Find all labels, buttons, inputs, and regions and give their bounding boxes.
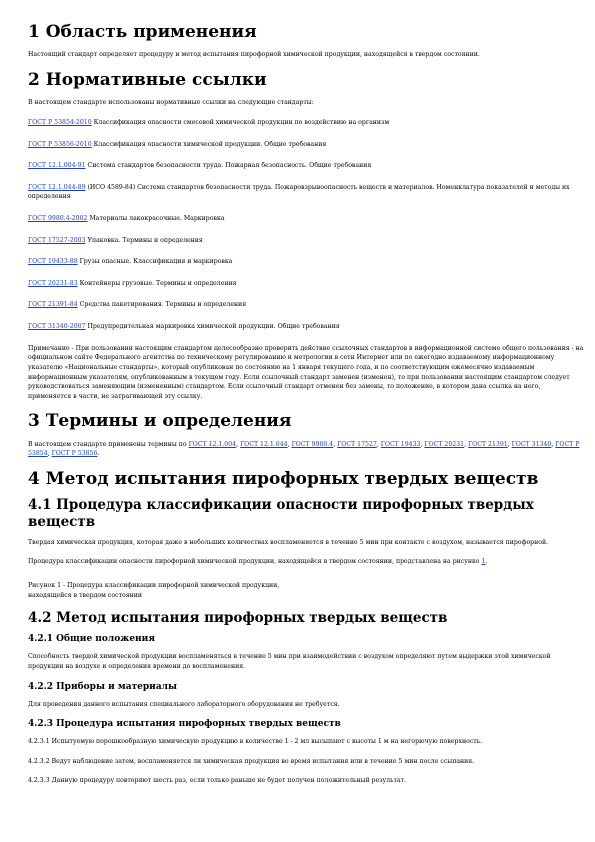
separator: , xyxy=(333,440,338,448)
separator: , xyxy=(507,440,512,448)
caption-line-1: Рисунок 1 - Процедура классификации пирофорной химической продукции, xyxy=(28,581,280,589)
figure-1-link[interactable]: 1 xyxy=(481,558,486,566)
reference-title: Материалы лакокрасочные. Маркировка xyxy=(87,215,225,223)
reference-title: Грузы опасные. Классификация и маркировка xyxy=(77,258,233,266)
section-1-title: 1 Область применения xyxy=(28,22,257,42)
section-4-2-3-title: 4.2.3 Процедура испытания пирофорных твердых веществ xyxy=(28,719,341,730)
separator: , xyxy=(287,440,292,448)
reference-link[interactable]: ГОСТ 9980.4-2002 xyxy=(28,215,88,223)
section-4-title: 4 Метод испытания пирофорных твердых веществ xyxy=(28,468,539,489)
reference-title: Система стандартов безопасности труда. Пожарная безопасность. Общие требования xyxy=(85,162,372,170)
separator: , xyxy=(464,440,469,448)
reference-link[interactable]: ГОСТ Р 53854-2010 xyxy=(28,119,92,126)
reference-item xyxy=(28,214,585,224)
reference-item xyxy=(28,279,585,289)
references-note: Примечание - При пользовании настоящим стандартом целесообразно проверить действие ссылочных стандартов в информационной системе общего пользования - на официальном сайте Федерального агентства по техническому регулированию и метрологии в сети Интернет или по ежегодно издаваемому информационному указателю «Национальные стандарты», который опубликован по состоянию на 1 января текущего года, и по соответствующим ежемесячно издаваемым информационным указателям, опубликованным в текущем году. Если ссылочный стандарт заменен (изменен), то при пользовании настоящим стандартом следует руководствоваться заменяющим (измененным) стандартом. Если ссылочный стандарт отменен без замены, то положение, в котором дана ссылка на него, применяется в части, не затрагивающей эту ссылку. xyxy=(28,344,584,400)
section-3-text xyxy=(28,440,585,459)
paragraph-4-2-3-1: 4.2.3.1 Испытуемую порошкообразную химическую продукцию в количестве 1 - 2 мл высыпают с высоты 1 м на негорючую поверхность. xyxy=(28,738,483,746)
term-standard-link[interactable]: ГОСТ 12.1.004 xyxy=(188,440,237,448)
reference-link[interactable]: ГОСТ 21391-84 xyxy=(28,301,78,309)
reference-item xyxy=(28,183,585,202)
reference-title: Классификация опасности смесевой химической продукции по воздействию на организм xyxy=(91,119,390,126)
reference-item xyxy=(28,236,585,246)
reference-title: Предупредительная маркировка химической продукции. Общие требования xyxy=(85,323,340,331)
separator: , xyxy=(376,440,381,448)
section-4-2-1-text: Способность твердой химической продукции воспламеняться в течение 5 мин при взаимодействии с воздухом определяют путем выдержки этой химической продукции на воздухе и определения времени до воспламенения. xyxy=(28,653,551,670)
separator: , xyxy=(420,440,425,448)
caption-line-2: находящейся в твердом состоянии xyxy=(28,591,142,599)
normative-references-list xyxy=(28,118,585,332)
reference-item xyxy=(28,300,585,310)
term-standard-link[interactable]: ГОСТ 9980.4 xyxy=(291,440,334,448)
reference-item xyxy=(28,118,585,128)
reference-title: Классификация опасности химической продукции. Общие требования xyxy=(91,140,327,148)
separator: . xyxy=(97,450,100,458)
separator: , xyxy=(236,440,241,448)
separator: , xyxy=(551,440,556,448)
section-1-text: Настоящий стандарт определяет процедуру и метод испытания пирофорной химической продукции, находящейся в твердом состоянии. xyxy=(28,51,480,59)
terms-intro: В настоящем стандарте применены термины по xyxy=(28,440,189,448)
reference-title: Контейнеры грузовые. Термины и определения xyxy=(77,279,237,287)
reference-link[interactable]: ГОСТ 12.1.004-91 xyxy=(28,162,86,170)
paragraph-4-2-3-2: 4.2.3.2 Ведут наблюдение затем, воспламеняется ли химическая продукция во время испытания или в течение 5 мин после ссыпания. xyxy=(28,757,475,765)
section-4-2-1-title: 4.2.1 Общие положения xyxy=(28,634,155,645)
reference-link[interactable]: ГОСТ Р 53856-2010 xyxy=(28,140,92,148)
reference-title: (ИСО 4589-84) Система стандартов безопасности труда. Пожаровзрывоопасность веществ и материалов. Номенклатура показателей и методы их определения xyxy=(28,183,570,201)
reference-link[interactable]: ГОСТ 17527-2003 xyxy=(28,236,86,244)
term-standard-link[interactable]: ГОСТ 19433 xyxy=(380,440,421,448)
term-standard-link[interactable]: ГОСТ 12.1.044 xyxy=(240,440,288,448)
reference-link[interactable]: ГОСТ 12.1.044-89 xyxy=(28,183,86,191)
reference-item xyxy=(28,322,585,332)
term-standard-link[interactable]: ГОСТ Р 53856 xyxy=(51,450,98,458)
reference-title: Средства пакетирования. Термины и определения xyxy=(77,301,247,309)
section-2-title: 2 Нормативные ссылки xyxy=(28,70,267,90)
section-4-1-para-2 xyxy=(28,557,585,567)
figure-1-caption xyxy=(28,581,585,600)
reference-item xyxy=(28,257,585,267)
term-standard-link[interactable]: ГОСТ 17527 xyxy=(337,440,377,448)
para-end: . xyxy=(485,558,488,566)
paragraph-4-2-3-3: 4.2.3.3 Данную процедуру повторяют шесть раз, если только раньше не будет получен положительный результат. xyxy=(28,777,406,785)
section-4-1-title: 4.1 Процедура классификации опасности пирофорных твердых веществ xyxy=(28,497,534,530)
term-standard-link[interactable]: ГОСТ 20231 xyxy=(424,440,465,448)
reference-link[interactable]: ГОСТ 31340-2007 xyxy=(28,323,86,331)
section-2-intro: В настоящем стандарте использованы нормативные ссылки на следующие стандарты: xyxy=(28,99,314,107)
section-4-1-para-1: Твердая химическая продукция, которая даже в небольших количествах воспламеняется в течение 5 мин при контакте с воздухом, называется пирофорной. xyxy=(28,538,549,546)
reference-item xyxy=(28,140,585,150)
section-3-title: 3 Термины и определения xyxy=(28,411,292,432)
reference-title: Упаковка. Термины и определения xyxy=(85,236,203,244)
section-4-2-2-text: Для проведения данного испытания специального лабораторного оборудования не требуется. xyxy=(28,700,340,708)
para-text: Процедура классификации опасности пирофорной химической продукции, находящейся в твердом состоянии, представлена на рисунке xyxy=(28,558,482,566)
term-standard-link[interactable]: ГОСТ 31340 xyxy=(511,440,552,448)
section-4-2-2-title: 4.2.2 Приборы и материалы xyxy=(28,681,178,692)
reference-link[interactable]: ГОСТ 19433-88 xyxy=(28,258,78,266)
reference-item xyxy=(28,161,585,171)
term-standard-link[interactable]: ГОСТ Р 53854 xyxy=(28,440,580,458)
section-4-2-title: 4.2 Метод испытания пирофорных твердых веществ xyxy=(28,610,448,627)
reference-link[interactable]: ГОСТ 20231-83 xyxy=(28,279,78,287)
term-standard-link[interactable]: ГОСТ 21391 xyxy=(468,440,508,448)
separator: , xyxy=(47,450,52,458)
